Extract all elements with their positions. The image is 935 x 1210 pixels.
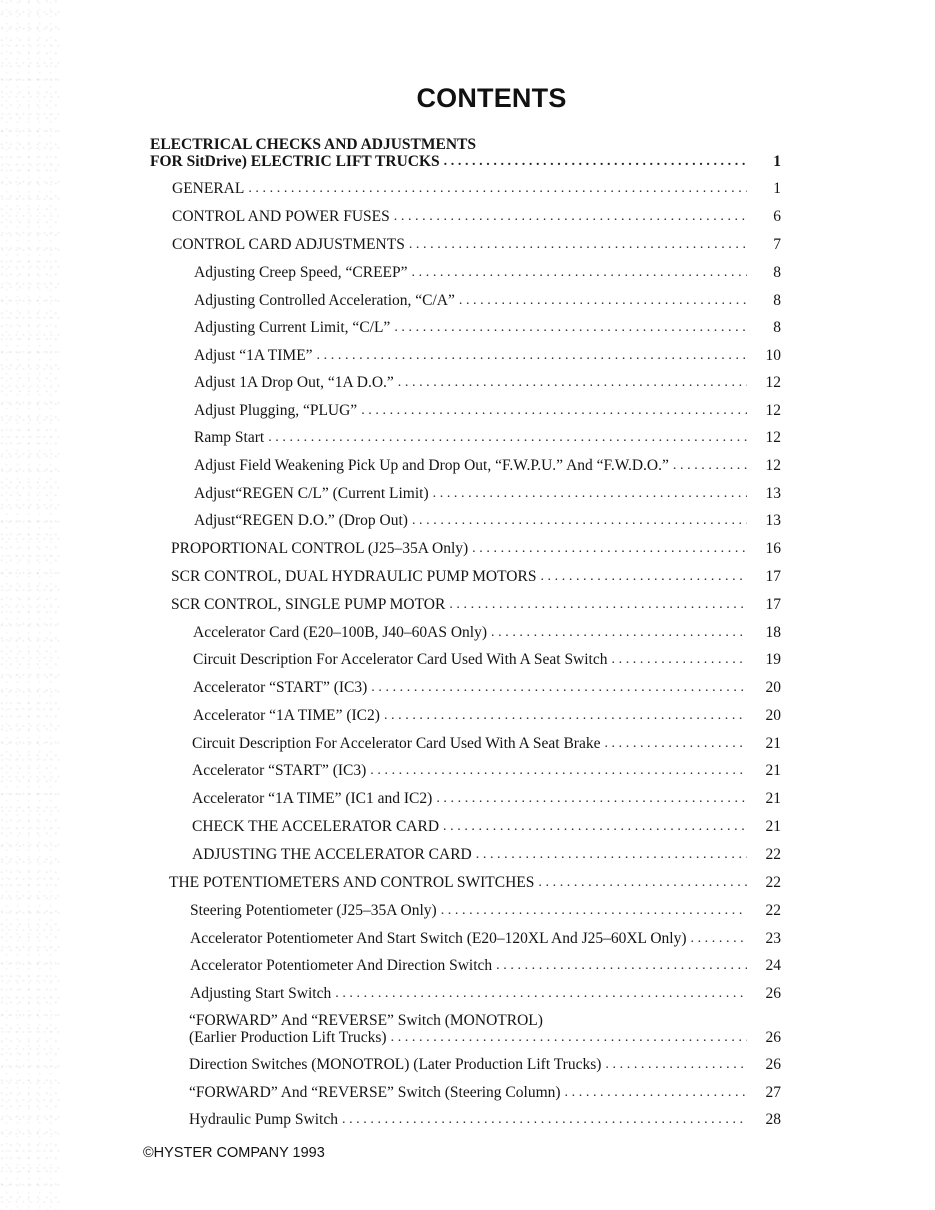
toc-page-number: 20 [765, 707, 781, 724]
toc-page-number: 10 [765, 347, 781, 364]
dot-leader [433, 485, 747, 502]
toc-page-number: 8 [773, 264, 781, 281]
toc-entry[interactable] [194, 457, 781, 474]
dot-leader [436, 790, 747, 807]
toc-label-line [150, 153, 757, 170]
toc-entry[interactable] [189, 1056, 781, 1073]
toc-label-line [172, 208, 757, 225]
toc-label-line [189, 1029, 757, 1046]
toc-page-number: 17 [765, 568, 781, 585]
toc-entry-label [193, 651, 757, 668]
dot-leader [496, 957, 747, 974]
toc-entry[interactable] [172, 180, 781, 197]
toc-entry[interactable] [169, 874, 781, 891]
toc-entry-label [194, 374, 757, 391]
toc-entry[interactable] [190, 985, 781, 1002]
copyright-footer: ©HYSTER COMPANY 1993 [143, 1145, 325, 1161]
toc-entry-label [172, 180, 757, 197]
toc-entry-text: ELECTRICAL CHECKS AND ADJUSTMENTS [150, 136, 477, 153]
toc-entry-label [194, 347, 757, 364]
toc-entry[interactable] [192, 735, 781, 752]
dot-leader [370, 762, 747, 779]
toc-page-number: 21 [765, 818, 781, 835]
toc-entry[interactable] [193, 624, 781, 641]
toc-entry[interactable] [194, 347, 781, 364]
toc-label-line [192, 762, 757, 779]
toc-entry[interactable] [172, 236, 781, 253]
toc-entry-label [194, 319, 757, 336]
toc-entry-label [171, 568, 757, 585]
toc-label-line [194, 485, 757, 502]
toc-entry[interactable] [189, 1084, 781, 1101]
toc-entry[interactable] [194, 429, 781, 446]
toc-label-line [190, 957, 757, 974]
dot-leader [538, 874, 747, 891]
toc-entry[interactable] [193, 707, 781, 724]
toc-page-number: 8 [773, 319, 781, 336]
toc-label-line [194, 402, 757, 419]
toc-label-line [194, 347, 757, 364]
toc-entry-label [171, 596, 757, 613]
toc-page-number: 16 [765, 540, 781, 557]
dot-leader [540, 568, 747, 585]
toc-entry-label [189, 1111, 757, 1128]
toc-entry-label [194, 292, 757, 309]
toc-label-line [193, 651, 757, 668]
dot-leader [443, 818, 747, 835]
toc-entry-text: Adjusting Current Limit, “C/L” [194, 319, 391, 336]
toc-page-number: 26 [765, 1056, 781, 1073]
toc-entry-label [192, 818, 757, 835]
dot-leader [384, 707, 747, 724]
toc-entry[interactable] [193, 651, 781, 668]
toc-entry[interactable] [190, 902, 781, 919]
toc-page-number: 26 [765, 985, 781, 1002]
toc-page-number: 8 [773, 292, 781, 309]
toc-entry-label [192, 735, 757, 752]
toc-entry-label [194, 264, 757, 281]
toc-entry-label [194, 429, 757, 446]
toc-page-number: 22 [765, 846, 781, 863]
toc-label-line [169, 874, 757, 891]
toc-label-line [189, 1056, 757, 1073]
toc-entry-text: Hydraulic Pump Switch [189, 1111, 338, 1128]
toc-page-number: 19 [765, 651, 781, 668]
toc-label-line [194, 429, 757, 446]
dot-leader [394, 319, 747, 336]
toc-entry-text: Ramp Start [194, 429, 265, 446]
dot-leader [248, 180, 747, 197]
dot-leader [317, 347, 747, 364]
toc-page-number: 12 [765, 429, 781, 446]
page-title: CONTENTS [416, 83, 567, 113]
toc-entry-label [192, 790, 757, 807]
toc-entry-text: CONTROL AND POWER FUSES [172, 208, 390, 225]
dot-leader [612, 651, 748, 668]
toc-entry[interactable] [189, 1111, 781, 1128]
dot-leader [472, 540, 747, 557]
toc-entry-label [190, 902, 757, 919]
toc-page-number: 1 [773, 153, 781, 170]
toc-page-number: 22 [765, 902, 781, 919]
toc-entry-label [150, 136, 757, 170]
dot-leader [361, 402, 747, 419]
toc-entry-text: Adjusting Start Switch [190, 985, 332, 1002]
toc-entry-text: Accelerator Potentiometer And Start Switch (E20–120XL And J25–60XL Only) [190, 930, 687, 947]
toc-entry[interactable] [192, 762, 781, 779]
toc-entry-label [189, 1056, 757, 1073]
toc-entry[interactable] [150, 136, 781, 170]
toc-entry-text: GENERAL [172, 180, 245, 197]
toc-page-number: 21 [765, 762, 781, 779]
toc-page-number: 12 [765, 374, 781, 391]
toc-label-line [172, 236, 757, 253]
scan-noise-edge [0, 0, 60, 1210]
toc-entry[interactable] [189, 1012, 781, 1046]
toc-entry-text: SCR CONTROL, SINGLE PUMP MOTOR [171, 596, 446, 613]
toc-page-number: 6 [773, 208, 781, 225]
toc-entry-text: Adjust “1A TIME” [194, 347, 313, 364]
toc-label-line [194, 319, 757, 336]
toc-page-number: 21 [765, 790, 781, 807]
dot-leader [394, 208, 747, 225]
toc-label-line [189, 1084, 757, 1101]
toc-entry-text: Circuit Description For Accelerator Card Used With A Seat Brake [192, 735, 601, 752]
dot-leader [690, 930, 747, 947]
toc-entry-text: “FORWARD” And “REVERSE” Switch (MONOTROL) [189, 1012, 543, 1029]
toc-page-number: 28 [765, 1111, 781, 1128]
toc-entry-text: Accelerator “1A TIME” (IC1 and IC2) [192, 790, 433, 807]
toc-label-line [192, 818, 757, 835]
toc-page-number: 21 [765, 735, 781, 752]
toc-entry[interactable] [194, 485, 781, 502]
toc-entry-label [193, 624, 757, 641]
toc-entry-text: Accelerator Potentiometer And Direction Switch [190, 957, 493, 974]
toc-entry-text: CHECK THE ACCELERATOR CARD [192, 818, 440, 835]
toc-page-number: 24 [765, 957, 781, 974]
toc-entry-text: “FORWARD” And “REVERSE” Switch (Steering Column) [189, 1084, 561, 1101]
dot-leader [398, 374, 747, 391]
toc-entry[interactable] [194, 319, 781, 336]
toc-entry-text: Adjust“REGEN D.O.” (Drop Out) [194, 512, 408, 529]
toc-entry[interactable] [171, 540, 781, 557]
dot-leader [268, 429, 747, 446]
toc-label-line [194, 374, 757, 391]
toc-entry-text: Adjust“REGEN C/L” (Current Limit) [194, 485, 429, 502]
toc-entry[interactable] [190, 957, 781, 974]
toc-entry-text: Accelerator “1A TIME” (IC2) [193, 707, 380, 724]
toc-entry-label [193, 679, 757, 696]
toc-entry-label [172, 208, 757, 225]
toc-entry-label [172, 236, 757, 253]
toc-entry[interactable] [192, 790, 781, 807]
dot-leader [342, 1111, 747, 1128]
toc-entry-text: Accelerator Card (E20–100B, J40–60AS Only) [193, 624, 488, 641]
toc-entry-label [193, 707, 757, 724]
dot-leader [605, 1056, 747, 1073]
toc-entry-text: Adjust Field Weakening Pick Up and Drop Out, “F.W.P.U.” And “F.W.D.O.” [194, 457, 669, 474]
toc-entry-text: SCR CONTROL, DUAL HYDRAULIC PUMP MOTORS [171, 568, 537, 585]
toc-entry-label [189, 1084, 757, 1101]
toc-entry[interactable] [193, 679, 781, 696]
toc-entry-label [189, 1012, 757, 1046]
toc-entry-text: Steering Potentiometer (J25–35A Only) [190, 902, 437, 919]
toc-entry-label [194, 457, 757, 474]
toc-label-line [194, 292, 757, 309]
toc-page-number: 22 [765, 874, 781, 891]
toc-page-number: 12 [765, 402, 781, 419]
dot-leader [459, 292, 747, 309]
toc-label-line [190, 902, 757, 919]
dot-leader [441, 902, 747, 919]
toc-entry-label [194, 402, 757, 419]
toc-label-line [192, 735, 757, 752]
toc-entry-label [190, 985, 757, 1002]
toc-label-line [171, 568, 757, 585]
toc-label-line [194, 512, 757, 529]
dot-leader [449, 596, 747, 613]
toc-label-line [190, 930, 757, 947]
dot-leader [476, 846, 747, 863]
toc-page-number: 26 [765, 1029, 781, 1046]
dot-leader [412, 512, 747, 529]
toc-entry[interactable] [194, 374, 781, 391]
dot-leader [412, 264, 747, 281]
toc-label-line [193, 707, 757, 724]
toc-label-line [172, 180, 757, 197]
dot-leader [409, 236, 747, 253]
toc-entry-text: (Earlier Production Lift Trucks) [189, 1029, 387, 1046]
dot-leader [673, 457, 747, 474]
toc-page-number: 13 [765, 512, 781, 529]
toc-entry[interactable] [194, 512, 781, 529]
dot-leader [391, 1029, 747, 1046]
toc-entry[interactable] [192, 846, 781, 863]
toc-entry-label [192, 846, 757, 863]
toc-label-line [189, 1012, 757, 1029]
dot-leader [491, 624, 747, 641]
toc-entry-text: Accelerator “START” (IC3) [192, 762, 367, 779]
toc-entry[interactable] [194, 402, 781, 419]
toc-label-line [190, 985, 757, 1002]
toc-entry[interactable] [171, 596, 781, 613]
toc-label-line [171, 540, 757, 557]
toc-page-number: 13 [765, 485, 781, 502]
toc-entry-label [192, 762, 757, 779]
toc-entry[interactable] [192, 818, 781, 835]
toc-label-line [171, 596, 757, 613]
toc-entry-label [169, 874, 757, 891]
dot-leader [371, 679, 747, 696]
toc-entry[interactable] [194, 292, 781, 309]
toc-label-line [194, 264, 757, 281]
toc-entry-text: PROPORTIONAL CONTROL (J25–35A Only) [171, 540, 469, 557]
toc-entry-text: FOR SitDrive) ELECTRIC LIFT TRUCKS [150, 153, 440, 170]
toc-label-line [193, 624, 757, 641]
toc-label-line [192, 790, 757, 807]
toc-page-number: 23 [765, 930, 781, 947]
dot-leader [335, 985, 747, 1002]
toc-page-number: 18 [765, 624, 781, 641]
toc-page-number: 7 [773, 236, 781, 253]
toc-entry[interactable] [194, 264, 781, 281]
toc-label-line [194, 457, 757, 474]
toc-page-number: 12 [765, 457, 781, 474]
toc-label-line [192, 846, 757, 863]
toc-page-number: 1 [773, 180, 781, 197]
toc-entry-label [194, 512, 757, 529]
toc-entry[interactable] [171, 568, 781, 585]
toc-entry-text: Circuit Description For Accelerator Card Used With A Seat Switch [193, 651, 608, 668]
toc-entry[interactable] [190, 930, 781, 947]
toc-entry-text: CONTROL CARD ADJUSTMENTS [172, 236, 405, 253]
toc-entry-text: Adjust Plugging, “PLUG” [194, 402, 358, 419]
toc-entry-label [171, 540, 757, 557]
toc-label-line [189, 1111, 757, 1128]
toc-entry-text: Adjust 1A Drop Out, “1A D.O.” [194, 374, 394, 391]
dot-leader [604, 735, 747, 752]
toc-page-number: 17 [765, 596, 781, 613]
dot-leader [565, 1084, 747, 1101]
toc-entry-label [194, 485, 757, 502]
toc-entry-text: Adjusting Creep Speed, “CREEP” [194, 264, 408, 281]
toc-entry-text: THE POTENTIOMETERS AND CONTROL SWITCHES [169, 874, 535, 891]
toc-page-number: 20 [765, 679, 781, 696]
toc-entry-label [190, 930, 757, 947]
toc-entry-text: ADJUSTING THE ACCELERATOR CARD [192, 846, 472, 863]
toc-entry-text: Accelerator “START” (IC3) [193, 679, 368, 696]
toc-entry-text: Adjusting Controlled Acceleration, “C/A” [194, 292, 455, 309]
toc-label-line [193, 679, 757, 696]
toc-entry-text: Direction Switches (MONOTROL) (Later Production Lift Trucks) [189, 1056, 602, 1073]
toc-page-number: 27 [765, 1084, 781, 1101]
toc-entry-label [190, 957, 757, 974]
toc-entry[interactable] [172, 208, 781, 225]
dot-leader [444, 153, 747, 170]
toc-label-line [150, 136, 757, 153]
